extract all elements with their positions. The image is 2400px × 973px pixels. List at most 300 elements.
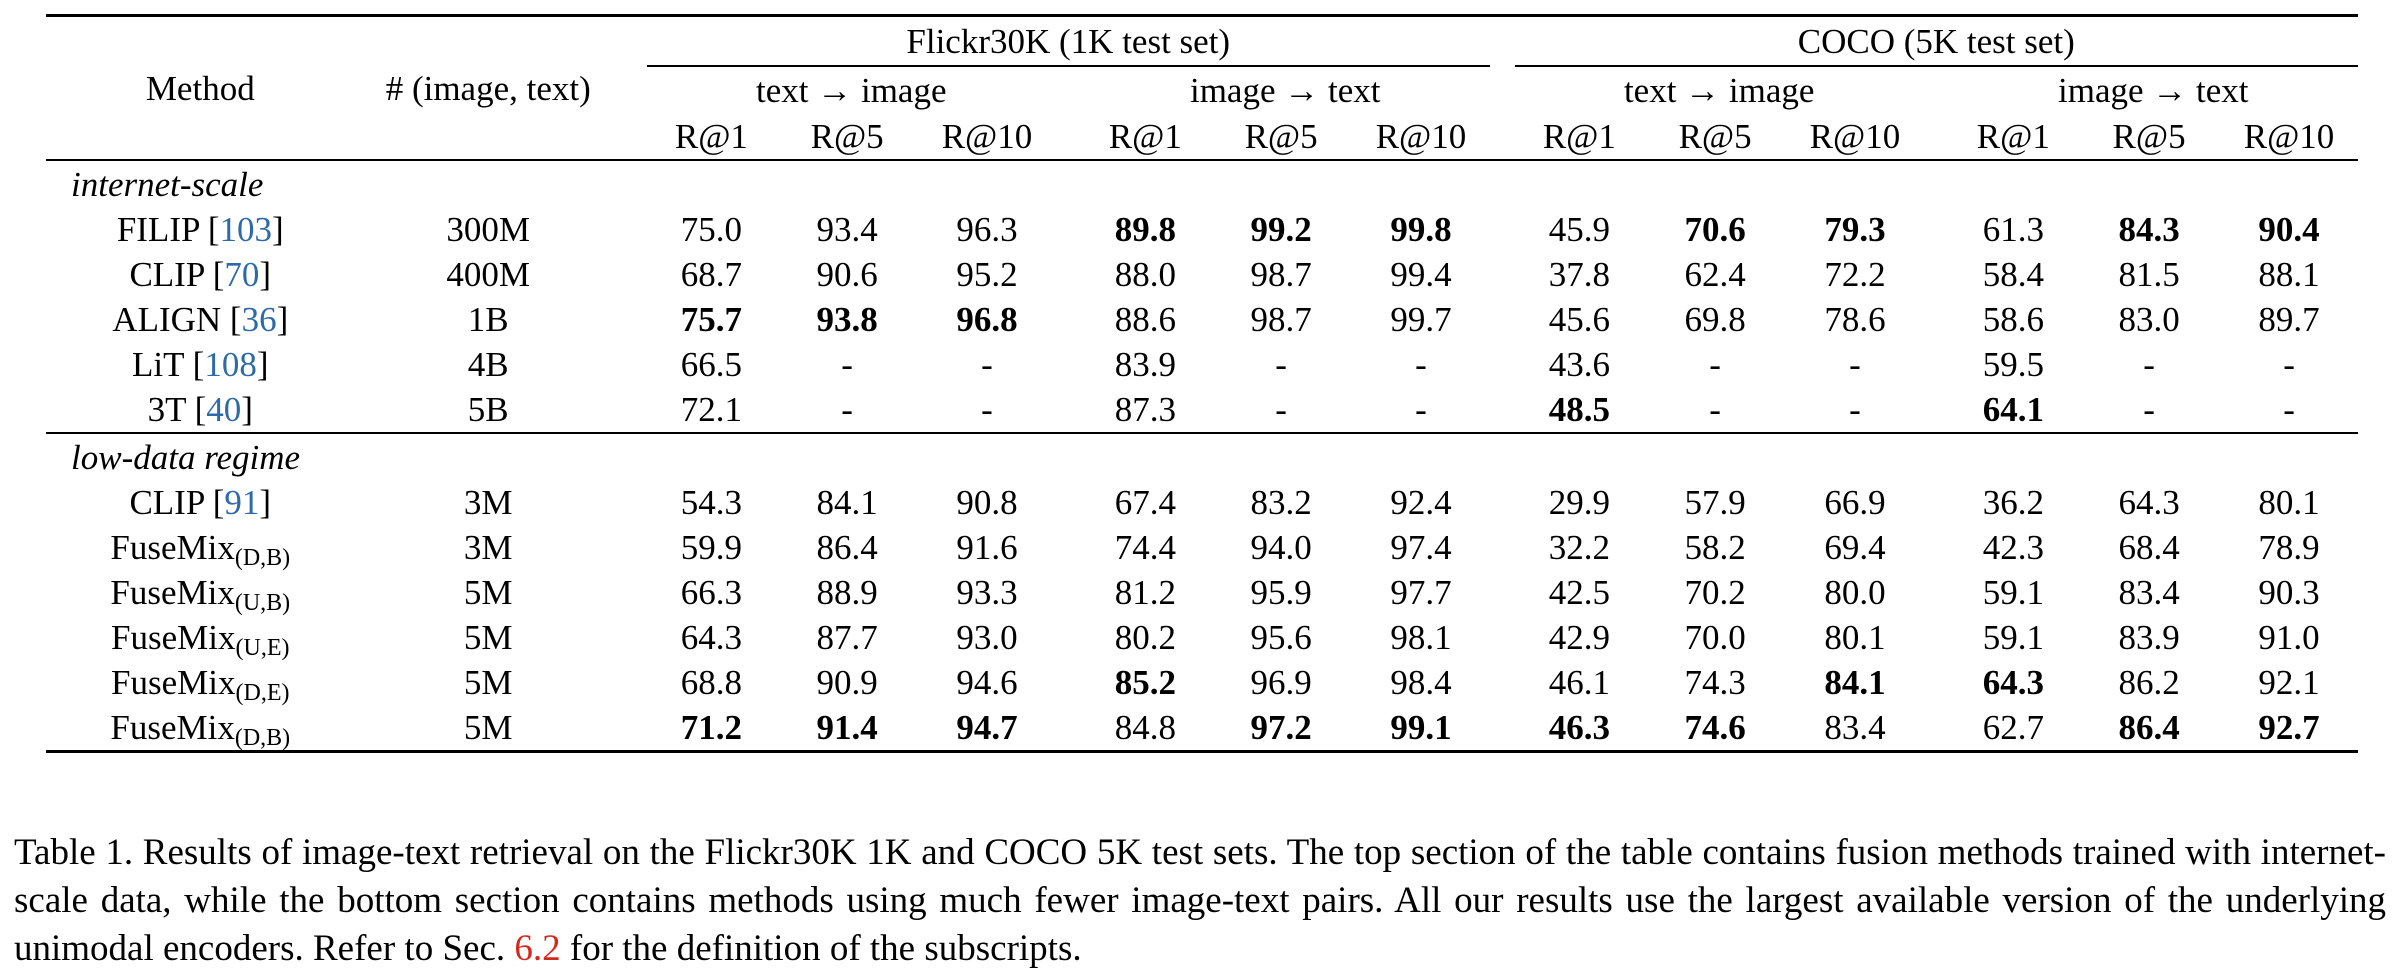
header-r1: R@1 xyxy=(1108,116,1182,156)
metric-cell xyxy=(776,705,918,752)
value: 74.3 xyxy=(1684,663,1746,702)
metric-cell xyxy=(1644,252,1786,297)
best-value: 94.7 xyxy=(956,708,1018,747)
value: 94.0 xyxy=(1250,528,1312,567)
method-name: CLIP [ xyxy=(129,255,225,294)
method-cell xyxy=(46,660,355,705)
metric-cell xyxy=(2220,660,2358,705)
metric-cell xyxy=(1081,525,1211,570)
metric-cell xyxy=(1949,342,2079,387)
value: - xyxy=(1275,390,1287,429)
pairs-cell: 5B xyxy=(467,390,509,429)
table-body xyxy=(46,160,2358,752)
metric-cell xyxy=(1352,207,1490,252)
metric-cell xyxy=(1644,615,1786,660)
value: 92.4 xyxy=(1390,483,1452,522)
column-gap xyxy=(1056,615,1081,660)
best-value: 75.7 xyxy=(680,300,742,339)
metric-cell xyxy=(1786,615,1924,660)
column-gap xyxy=(622,660,647,705)
value: 68.8 xyxy=(680,663,742,702)
metric-cell xyxy=(1352,297,1490,342)
metric-cell xyxy=(1786,342,1924,387)
table-row xyxy=(46,342,2358,387)
metric-cell xyxy=(1352,342,1490,387)
value: 58.4 xyxy=(1982,255,2044,294)
method-subscript: (D,B) xyxy=(234,545,291,571)
value: 92.1 xyxy=(2258,663,2320,702)
value: 43.6 xyxy=(1548,345,1610,384)
metric-cell xyxy=(1949,297,2079,342)
metric-cell xyxy=(918,252,1056,297)
method-cell xyxy=(46,342,355,387)
table-caption xyxy=(14,829,2386,973)
best-value: 84.3 xyxy=(2118,210,2180,249)
method-subscript: (U,B) xyxy=(234,590,291,616)
table-row xyxy=(46,660,2358,705)
caption-text: Table 1. Results of image-text retrieval on the Flickr30K 1K and COCO 5K test sets. The top section of the table contains fusion methods trained with internet-scale data, while the bottom section contains methods using much fewer image-text pairs. All our results use the largest available version of the underlying unimodal encoders. Refer to Sec. xyxy=(14,832,2386,969)
column-gap xyxy=(1924,297,1949,342)
method-name: FuseMix xyxy=(111,618,236,657)
header-flickr-t2i: text → image xyxy=(755,70,947,110)
best-value: 93.8 xyxy=(816,300,878,339)
citation-link[interactable]: 91 xyxy=(224,483,260,522)
metric-cell xyxy=(2220,615,2358,660)
metric-cell xyxy=(647,705,777,752)
value: 90.6 xyxy=(816,255,878,294)
metric-cell xyxy=(2220,387,2358,433)
best-value: 79.3 xyxy=(1824,210,1886,249)
metric-cell xyxy=(1352,570,1490,615)
metric-cell xyxy=(1644,525,1786,570)
column-gap xyxy=(1056,387,1081,433)
metric-cell xyxy=(1949,480,2079,525)
best-value: 91.4 xyxy=(816,708,878,747)
value: 98.7 xyxy=(1250,255,1312,294)
column-gap xyxy=(1924,252,1949,297)
value: 88.0 xyxy=(1114,255,1176,294)
metric-cell xyxy=(1081,570,1211,615)
metric-cell xyxy=(1081,252,1211,297)
section-label: low-data regime xyxy=(46,433,2358,480)
value: - xyxy=(1849,390,1861,429)
value: 29.9 xyxy=(1548,483,1610,522)
citation-link[interactable]: 40 xyxy=(206,390,242,429)
section-reference-link[interactable]: 6.2 xyxy=(514,928,561,969)
results-table xyxy=(46,14,2358,753)
metric-cell xyxy=(2078,705,2220,752)
metric-cell xyxy=(1081,660,1211,705)
value: 64.3 xyxy=(2118,483,2180,522)
table-row xyxy=(46,297,2358,342)
value: 90.3 xyxy=(2258,573,2320,612)
metric-cell xyxy=(1515,705,1645,752)
value: 69.8 xyxy=(1684,300,1746,339)
metric-cell xyxy=(1949,660,2079,705)
metric-cell xyxy=(1515,387,1645,433)
value: - xyxy=(1415,390,1427,429)
caption-tail: for the definition of the subscripts. xyxy=(560,928,1082,969)
metric-cell xyxy=(2078,525,2220,570)
metric-cell xyxy=(2078,342,2220,387)
best-value: 86.4 xyxy=(2118,708,2180,747)
metric-cell xyxy=(1210,615,1352,660)
metric-cell xyxy=(1644,570,1786,615)
value: 83.4 xyxy=(2118,573,2180,612)
metric-cell xyxy=(1949,570,2079,615)
metric-cell xyxy=(1515,615,1645,660)
column-gap xyxy=(1924,570,1949,615)
section-header-row xyxy=(46,160,2358,207)
best-value: 74.6 xyxy=(1684,708,1746,747)
metric-cell xyxy=(918,480,1056,525)
value: - xyxy=(1709,345,1721,384)
method-cell xyxy=(46,207,355,252)
header-r1: R@1 xyxy=(1542,116,1616,156)
metric-cell xyxy=(918,207,1056,252)
header-r10: R@10 xyxy=(2243,116,2335,156)
column-gap xyxy=(1490,297,1515,342)
header-coco-t2i: text → image xyxy=(1623,70,1815,110)
metric-cell xyxy=(776,480,918,525)
metric-cell xyxy=(2220,525,2358,570)
value: - xyxy=(841,390,853,429)
metric-cell xyxy=(776,342,918,387)
column-gap xyxy=(622,525,647,570)
metric-cell xyxy=(1352,252,1490,297)
value: - xyxy=(2283,345,2295,384)
best-value: 46.3 xyxy=(1548,708,1610,747)
method-subscript: (U,E) xyxy=(235,635,290,661)
value: 81.5 xyxy=(2118,255,2180,294)
value: 72.2 xyxy=(1824,255,1886,294)
metric-cell xyxy=(2220,342,2358,387)
value: 46.1 xyxy=(1548,663,1610,702)
value: 87.7 xyxy=(816,618,878,657)
column-gap xyxy=(1924,615,1949,660)
method-subscript: (D,B) xyxy=(234,725,291,751)
metric-cell xyxy=(1515,660,1645,705)
metric-cell xyxy=(1515,342,1645,387)
value: 59.1 xyxy=(1982,618,2044,657)
value: 42.5 xyxy=(1548,573,1610,612)
value: - xyxy=(2283,390,2295,429)
value: 59.9 xyxy=(680,528,742,567)
header-coco-i2t: image → text xyxy=(2058,70,2249,110)
metric-cell xyxy=(2220,570,2358,615)
best-value: 48.5 xyxy=(1548,390,1610,429)
metric-cell xyxy=(1515,297,1645,342)
column-gap xyxy=(1056,207,1081,252)
value: 96.9 xyxy=(1250,663,1312,702)
value: 42.3 xyxy=(1982,528,2044,567)
column-gap xyxy=(622,297,647,342)
metric-cell xyxy=(1352,705,1490,752)
header-r1: R@1 xyxy=(1976,116,2050,156)
header-coco: COCO (5K test set) xyxy=(1515,16,2358,67)
value: 96.3 xyxy=(956,210,1018,249)
citation-bracket: ] xyxy=(241,390,253,429)
column-gap xyxy=(1056,525,1081,570)
value: 59.1 xyxy=(1982,573,2044,612)
value: 98.7 xyxy=(1250,300,1312,339)
best-value: 85.2 xyxy=(1114,663,1176,702)
value: 66.9 xyxy=(1824,483,1886,522)
column-gap xyxy=(1490,480,1515,525)
header-row-groups xyxy=(46,16,2358,67)
metric-cell xyxy=(1210,525,1352,570)
metric-cell xyxy=(2078,660,2220,705)
best-value: 89.8 xyxy=(1114,210,1176,249)
value: 90.8 xyxy=(956,483,1018,522)
method-name: FuseMix xyxy=(110,528,235,567)
method-cell xyxy=(46,387,355,433)
metric-cell xyxy=(2220,480,2358,525)
value: 80.2 xyxy=(1114,618,1176,657)
pairs-cell: 400M xyxy=(446,255,531,294)
metric-cell xyxy=(1644,297,1786,342)
value: 42.9 xyxy=(1548,618,1610,657)
method-name: 3T [ xyxy=(147,390,207,429)
value: - xyxy=(1849,345,1861,384)
value: 88.1 xyxy=(2258,255,2320,294)
metric-cell xyxy=(776,615,918,660)
column-gap xyxy=(1056,297,1081,342)
column-gap xyxy=(622,207,647,252)
pairs-cell: 4B xyxy=(467,345,509,384)
column-gap xyxy=(622,570,647,615)
value: 98.1 xyxy=(1390,618,1452,657)
header-pairs: # (image, text) xyxy=(355,16,622,161)
column-gap xyxy=(1056,342,1081,387)
table-row xyxy=(46,387,2358,433)
value: 86.4 xyxy=(816,528,878,567)
pairs-cell: 1B xyxy=(467,300,509,339)
method-cell xyxy=(46,615,355,660)
metric-cell xyxy=(1210,207,1352,252)
pairs-cell: 5M xyxy=(463,618,513,657)
value: 83.9 xyxy=(1114,345,1176,384)
value: 90.9 xyxy=(816,663,878,702)
metric-cell xyxy=(1786,252,1924,297)
pairs-cell: 3M xyxy=(463,528,513,567)
best-value: 64.1 xyxy=(1982,390,2044,429)
citation-link[interactable]: 36 xyxy=(241,300,277,339)
metric-cell xyxy=(647,480,777,525)
column-gap xyxy=(1490,570,1515,615)
section-label: internet-scale xyxy=(46,160,2358,207)
value: 88.9 xyxy=(816,573,878,612)
value: - xyxy=(1709,390,1721,429)
metric-cell xyxy=(776,297,918,342)
column-gap xyxy=(1490,207,1515,252)
best-value: 92.7 xyxy=(2258,708,2320,747)
value: 80.1 xyxy=(2258,483,2320,522)
metric-cell xyxy=(647,252,777,297)
table-row xyxy=(46,570,2358,615)
method-cell xyxy=(46,252,355,297)
citation-bracket: ] xyxy=(272,210,284,249)
metric-cell xyxy=(1949,615,2079,660)
value: - xyxy=(1275,345,1287,384)
pairs-cell: 3M xyxy=(463,483,513,522)
best-value: 99.8 xyxy=(1390,210,1452,249)
metric-cell xyxy=(1081,297,1211,342)
metric-cell xyxy=(776,207,918,252)
method-name: FuseMix xyxy=(110,573,235,612)
table-row xyxy=(46,705,2358,752)
metric-cell xyxy=(1210,660,1352,705)
citation-link[interactable]: 103 xyxy=(219,210,273,249)
metric-cell xyxy=(1210,342,1352,387)
best-value: 84.1 xyxy=(1824,663,1886,702)
metric-cell xyxy=(1081,207,1211,252)
value: 67.4 xyxy=(1114,483,1176,522)
value: 68.7 xyxy=(680,255,742,294)
header-r10: R@10 xyxy=(1375,116,1467,156)
value: 93.0 xyxy=(956,618,1018,657)
metric-cell xyxy=(1210,297,1352,342)
value: - xyxy=(2143,390,2155,429)
value: 94.6 xyxy=(956,663,1018,702)
column-gap xyxy=(1056,705,1081,752)
metric-cell xyxy=(647,387,777,433)
value: - xyxy=(1415,345,1427,384)
table-row xyxy=(46,480,2358,525)
value: 66.3 xyxy=(680,573,742,612)
metric-cell xyxy=(1352,387,1490,433)
value: 87.3 xyxy=(1114,390,1176,429)
metric-cell xyxy=(1210,705,1352,752)
value: 62.7 xyxy=(1982,708,2044,747)
metric-cell xyxy=(918,525,1056,570)
value: 78.6 xyxy=(1824,300,1886,339)
metric-cell xyxy=(1352,660,1490,705)
value: 68.4 xyxy=(2118,528,2180,567)
column-gap xyxy=(1056,570,1081,615)
value: 95.6 xyxy=(1250,618,1312,657)
metric-cell xyxy=(918,705,1056,752)
value: - xyxy=(981,390,993,429)
method-cell xyxy=(46,525,355,570)
column-gap xyxy=(1924,660,1949,705)
method-name: ALIGN [ xyxy=(112,300,242,339)
header-method: Method xyxy=(46,16,355,161)
value: 45.9 xyxy=(1548,210,1610,249)
value: - xyxy=(981,345,993,384)
method-cell xyxy=(46,705,355,752)
metric-cell xyxy=(2078,207,2220,252)
citation-bracket: ] xyxy=(259,483,272,522)
column-gap xyxy=(1056,480,1081,525)
value: 99.4 xyxy=(1390,255,1452,294)
metric-cell xyxy=(647,297,777,342)
metric-cell xyxy=(918,615,1056,660)
column-gap xyxy=(1490,252,1515,297)
column-gap xyxy=(1490,387,1515,433)
value: - xyxy=(2143,345,2155,384)
value: 70.2 xyxy=(1684,573,1746,612)
metric-cell xyxy=(1515,480,1645,525)
column-gap xyxy=(1924,705,1949,752)
metric-cell xyxy=(1210,480,1352,525)
column-gap xyxy=(1924,480,1949,525)
pairs-cell: 300M xyxy=(446,210,531,249)
method-cell xyxy=(46,480,355,525)
value: 83.4 xyxy=(1824,708,1886,747)
value: 61.3 xyxy=(1982,210,2044,249)
metric-cell xyxy=(1515,207,1645,252)
metric-cell xyxy=(2078,297,2220,342)
method-name: CLIP [ xyxy=(129,483,225,522)
method-name: FuseMix xyxy=(110,708,235,747)
column-gap xyxy=(1056,660,1081,705)
metric-cell xyxy=(918,342,1056,387)
best-value: 71.2 xyxy=(680,708,742,747)
value: 80.0 xyxy=(1824,573,1886,612)
metric-cell xyxy=(918,660,1056,705)
method-cell xyxy=(46,297,355,342)
metric-cell xyxy=(1786,660,1924,705)
value: 78.9 xyxy=(2258,528,2320,567)
metric-cell xyxy=(1949,207,2079,252)
column-gap xyxy=(622,480,647,525)
metric-cell xyxy=(776,252,918,297)
metric-cell xyxy=(2220,207,2358,252)
value: 74.4 xyxy=(1114,528,1176,567)
column-gap xyxy=(622,615,647,660)
header-r1: R@1 xyxy=(674,116,748,156)
metric-cell xyxy=(1644,342,1786,387)
column-gap xyxy=(1490,525,1515,570)
citation-link[interactable]: 108 xyxy=(204,345,257,384)
metric-cell xyxy=(2220,297,2358,342)
metric-cell xyxy=(647,525,777,570)
metric-cell xyxy=(1786,705,1924,752)
metric-cell xyxy=(776,525,918,570)
metric-cell xyxy=(647,570,777,615)
metric-cell xyxy=(2220,705,2358,752)
metric-cell xyxy=(1786,207,1924,252)
column-gap xyxy=(622,705,647,752)
metric-cell xyxy=(1352,615,1490,660)
value: 83.0 xyxy=(2118,300,2180,339)
citation-bracket: ] xyxy=(259,255,272,294)
metric-cell xyxy=(1081,387,1211,433)
value: 72.1 xyxy=(680,390,742,429)
header-r5: R@5 xyxy=(2112,116,2186,156)
metric-cell xyxy=(918,297,1056,342)
value: 97.4 xyxy=(1390,528,1452,567)
pairs-cell: 5M xyxy=(355,705,622,752)
best-value: 96.8 xyxy=(956,300,1018,339)
value: 54.3 xyxy=(680,483,742,522)
metric-cell xyxy=(1081,480,1211,525)
value: 64.3 xyxy=(680,618,742,657)
metric-cell xyxy=(1081,342,1211,387)
column-gap xyxy=(1490,342,1515,387)
metric-cell xyxy=(1081,615,1211,660)
citation-link[interactable]: 70 xyxy=(224,255,260,294)
metric-cell xyxy=(2078,252,2220,297)
column-gap xyxy=(1056,252,1081,297)
method-name: LiT [ xyxy=(132,345,205,384)
metric-cell xyxy=(1949,387,2079,433)
column-gap xyxy=(1490,705,1515,752)
column-gap xyxy=(1490,615,1515,660)
metric-cell xyxy=(1786,570,1924,615)
value: 58.2 xyxy=(1684,528,1746,567)
